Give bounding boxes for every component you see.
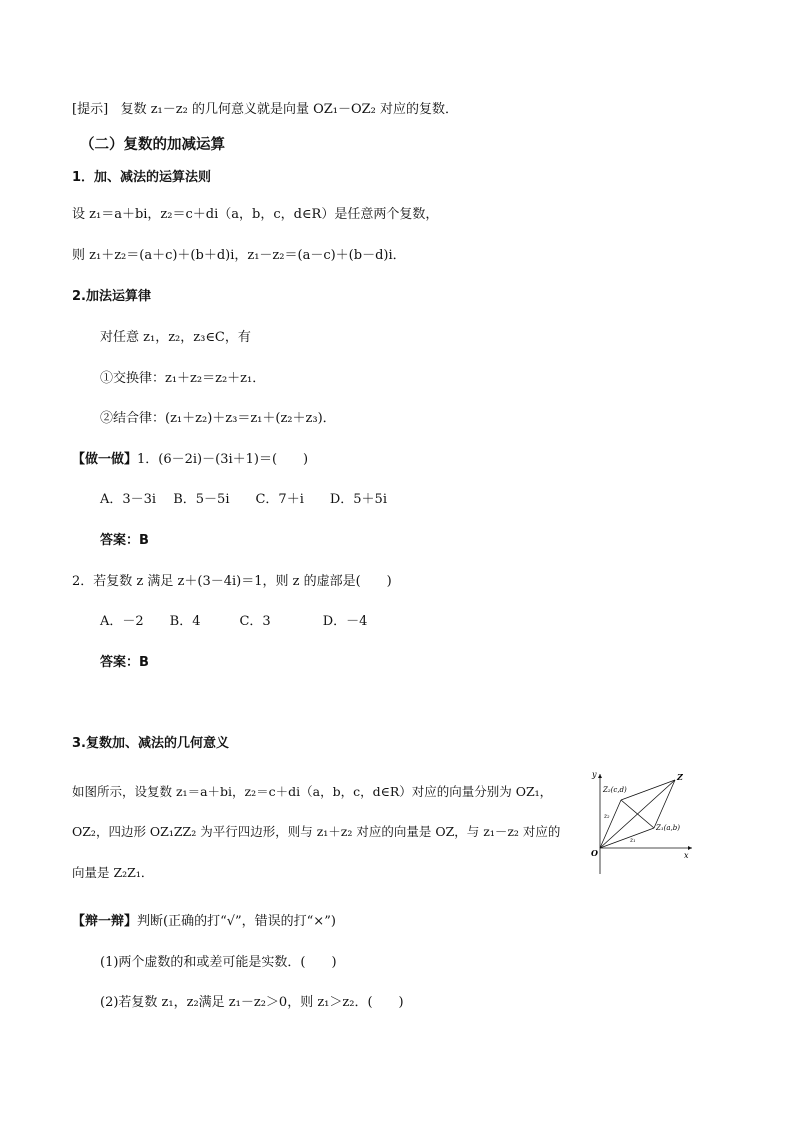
side-z1z	[654, 780, 675, 828]
try-q2-answer: 答案：B	[100, 655, 149, 670]
section-title: （二）复数的加减运算	[80, 137, 225, 153]
rule1-line2: 则 z₁＋z₂＝(a＋c)＋(b＋d)i，z₁－z₂＝(a－c)＋(b－d)i．	[72, 248, 406, 263]
try-q1-answer: 答案：B	[100, 533, 149, 548]
y-arrowhead	[598, 774, 602, 778]
vector-oz1	[600, 828, 654, 848]
x-arrowhead	[688, 846, 692, 850]
rule3-line2: OZ₂，四边形 OZ₁ZZ₂ 为平行四边形，则与 z₁＋z₂ 对应的向量是 OZ，与 z₁－z₂ 对应的	[72, 824, 561, 839]
tip-line	[72, 101, 458, 119]
try-q1	[72, 451, 308, 469]
judge-q2: (2)若复数 z₁，z₂满足 z₁－z₂＞0，则 z₁＞z₂．( )	[100, 995, 404, 1010]
fig-z1-label: Z₁(a,b)	[656, 824, 681, 832]
fig-y-label: y	[592, 770, 597, 779]
vector-oz2	[600, 800, 621, 848]
rule3-title: 3.复数加、减法的几何意义	[72, 736, 229, 751]
rule2-title: 2.加法运算律	[72, 289, 151, 304]
rule2-line2: ①交换律：z₁＋z₂＝z₂＋z₁．	[100, 371, 266, 386]
fig-z2-vector-label: z₂	[604, 813, 610, 820]
rule2-line3: ②结合律：(z₁＋z₂)＋z₃＝z₁＋(z₂＋z₃)．	[100, 411, 336, 426]
rule1-line1: 设 z₁＝a＋bi，z₂＝c＋di（a，b，c，d∈R）是任意两个复数，	[72, 207, 439, 222]
try-q2: 2．若复数 z 满足 z＋(3－4i)＝1，则 z 的虚部是( )	[72, 574, 392, 589]
fig-origin-label: O	[591, 848, 598, 858]
judge-line	[72, 913, 336, 931]
side-z2z	[621, 780, 675, 800]
tip-prefix: [提示]	[72, 102, 109, 117]
try-q2-options: A．－2 B．4 C．3 D．－4	[100, 614, 368, 629]
fig-z1-vector-label: z₁	[630, 837, 636, 844]
try-q1-text: 1．(6－2i)－(3i＋1)＝( )	[137, 452, 309, 467]
vector-z2z1	[621, 800, 654, 828]
rule2-line1: 对任意 z₁，z₂，z₃∈C，有	[100, 330, 251, 345]
judge-q1: (1)两个虚数的和或差可能是实数．( )	[100, 955, 337, 970]
judge-label: 【辩一辩】	[72, 914, 138, 929]
try-q1-options: A．3－3i B．5－5i C．7＋i D．5＋5i	[100, 492, 387, 507]
fig-z2-label: Z₂(c,d)	[603, 786, 627, 794]
rule1-title: 1．加、减法的运算法则	[72, 170, 212, 185]
rule3-line3: 向量是 Z₂Z₁．	[72, 865, 154, 880]
rule3-line1: 如图所示，设复数 z₁＝a＋bi，z₂＝c＋di（a，b，c，d∈R）对应的向量分别为 OZ₁，	[72, 784, 553, 799]
fig-x-label: x	[684, 851, 689, 860]
judge-text: 判断(正确的打“√”，错误的打“×”)	[137, 914, 336, 929]
try-label: 【做一做】	[72, 452, 138, 467]
fig-z-label: Z	[677, 772, 683, 782]
parallelogram-figure	[588, 766, 698, 876]
tip-text: 复数 z₁－z₂ 的几何意义就是向量 OZ₁－OZ₂ 对应的复数．	[120, 102, 459, 117]
